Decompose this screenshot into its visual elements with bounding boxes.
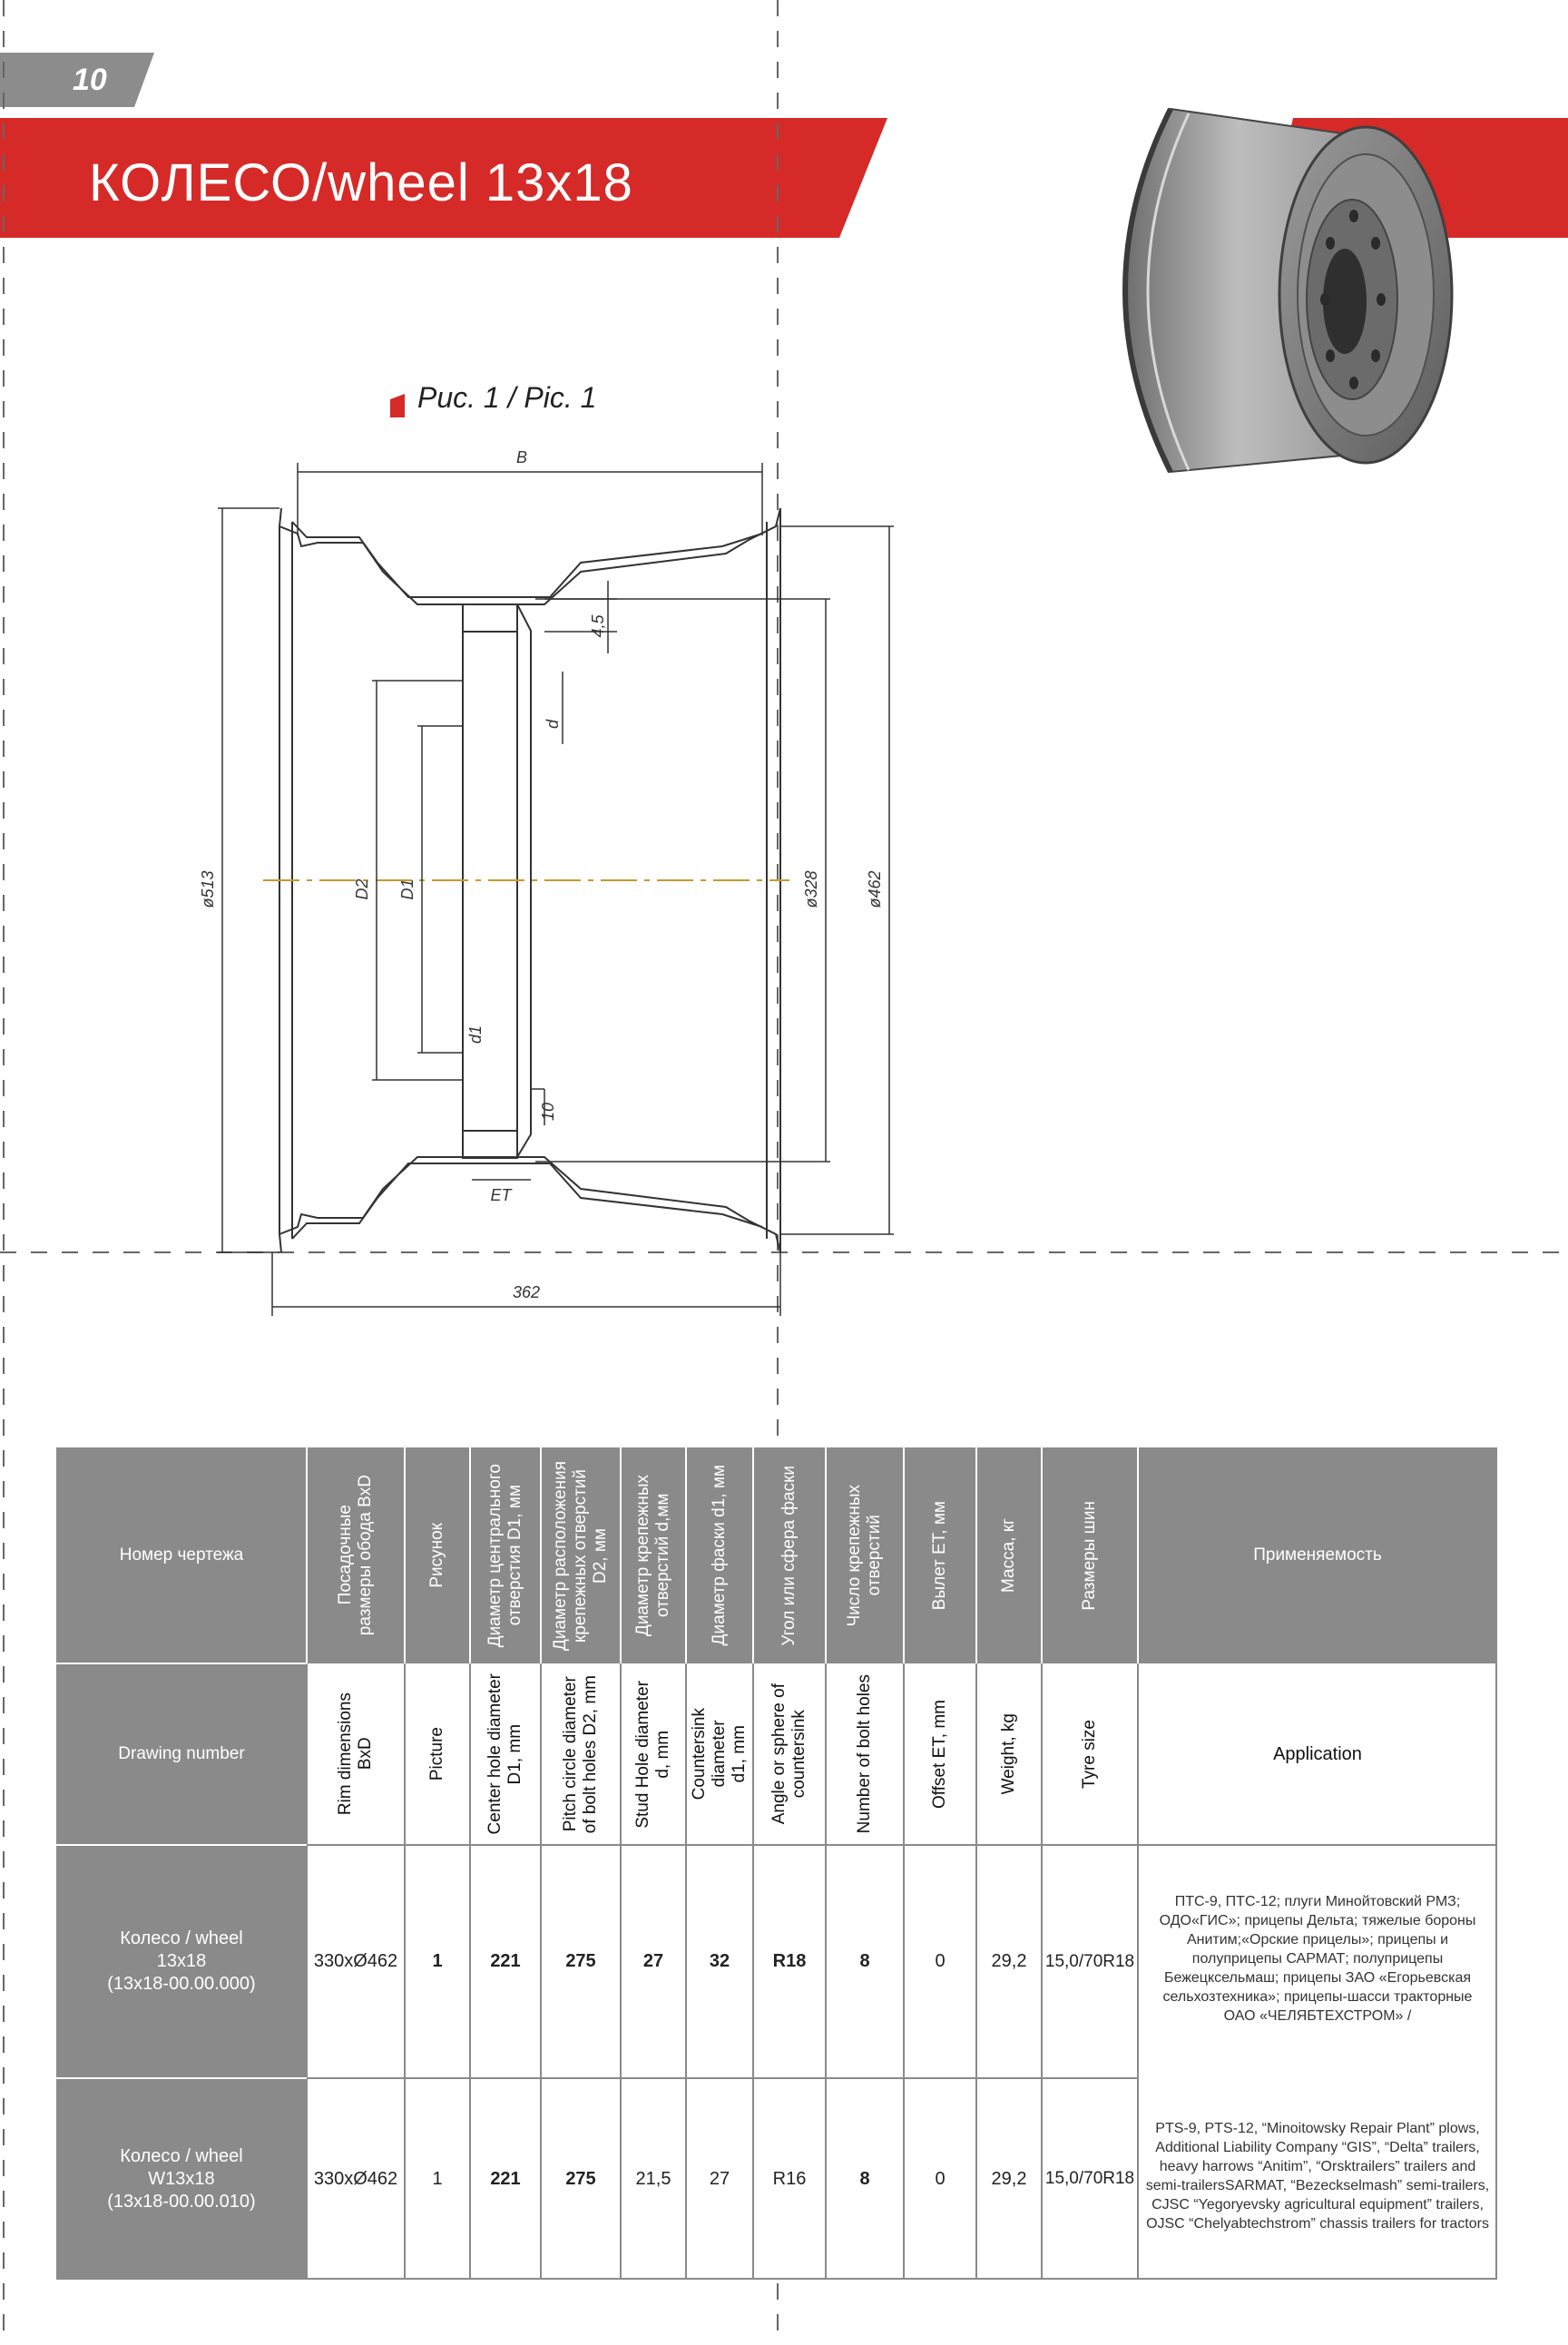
th-countersink-en: Countersink diameter d1, mm — [686, 1663, 753, 1845]
dim-10: 10 — [539, 1102, 557, 1122]
row2-picture: 1 — [432, 2168, 443, 2189]
dim-d: d — [544, 719, 562, 730]
row1-offset: 0 — [935, 1951, 946, 1971]
table-row-2-drawing: Колесо / wheel W13x18 (13x18-00.00.010) — [107, 2145, 256, 2212]
th-pitch-circle-ru: Диаметр расположения крепежных отверстий D2, мм — [551, 1460, 610, 1651]
application-en: PTS-9, PTS-12, “Minoitowsky Repair Plant” plows, Additional Liability Company “GIS”, “Delta” trailers, heavy harrows “Anitim”, “Orsktrailers” trailers and semi-trailersSARMAT, “Bezeckselmash” semi-trailers, CJSC “Yegoryevsky agricultural equipment” trailers, OJSC “Chelyabtechstrom” chassis trailers for tractors — [1145, 2120, 1490, 2232]
caption-marker-icon — [388, 392, 408, 419]
th-tyre-size-en: Tyre size — [1042, 1663, 1138, 1845]
th-bolt-holes-ru: Число крепежных отверстий — [845, 1484, 884, 1627]
row1-holes: 8 — [859, 1951, 870, 1971]
th-center-hole-en: Center hole diameter D1, mm — [470, 1663, 541, 1845]
dim-328: ø328 — [802, 870, 820, 908]
row1-angle: R18 — [772, 1951, 807, 1971]
spec-table — [56, 1447, 1497, 2280]
row2-rim: 330xØ462 — [313, 2168, 398, 2189]
row2-d2: 275 — [565, 2168, 596, 2189]
table-grid — [56, 1447, 1497, 2280]
th-angle-en: Angle or sphere of countersink — [753, 1663, 826, 1845]
th-application-en: Application — [1138, 1663, 1497, 1845]
row2-holes: 8 — [859, 2168, 870, 2189]
row2-countersink: 27 — [709, 2168, 730, 2189]
row1-tyre: 15,0/70R18 — [1044, 1951, 1135, 1971]
th-center-hole-ru: Диаметр центрального отверстия D1, мм — [485, 1463, 524, 1648]
figure-caption: Рис. 1 / Pic. 1 — [417, 381, 597, 414]
row2-d: 21,5 — [635, 2168, 671, 2189]
row1-d: 27 — [642, 1951, 664, 1971]
dim-513: ø513 — [199, 870, 217, 908]
dim-362: 362 — [512, 1283, 541, 1301]
application-ru: ПТС-9, ПТС-12; плуги Минойтовский РМЗ; ОДО«ГИС»; прицепы Дельта; тяжелые бороны Анитим;«Орские прицелы»; прицепы и полуприцепы САРМАТ; полуприцепы Бежецксельмаш; прицепы ЗАО «Егорьевская сельхозтехника»; прицепы-шасси тракторные ОАО «ЧЕЛЯБТЕХСТРОМ» / — [1159, 1893, 1476, 2024]
dim-462: ø462 — [866, 870, 884, 908]
row1-d2: 275 — [565, 1951, 596, 1971]
th-drawing-number-en: Drawing number — [118, 1744, 245, 1763]
wheel-image — [1062, 73, 1470, 499]
row1-rim: 330xØ462 — [313, 1951, 398, 1971]
th-angle-ru: Угол или сфера фаски — [779, 1465, 799, 1646]
th-rim-dimensions-en: Rim dimensions BxD — [307, 1663, 405, 1845]
row1-picture: 1 — [432, 1951, 443, 1971]
row1-weight: 29,2 — [991, 1951, 1027, 1971]
row2-angle: R16 — [772, 2168, 807, 2189]
th-offset-ru: Вылет ET, мм — [930, 1500, 949, 1611]
th-rim-dimensions-ru: Посадочные размеры обода BxD — [336, 1475, 375, 1636]
page-number: 10 — [73, 63, 107, 97]
row1-d1: 221 — [490, 1951, 521, 1971]
th-application-ru: Применяемость — [1253, 1545, 1382, 1565]
dim-et: ET — [490, 1186, 512, 1204]
row2-d1: 221 — [490, 2168, 521, 2189]
th-picture-en: Picture — [405, 1663, 470, 1845]
dim-d1: D1 — [398, 878, 416, 900]
th-countersink-ru: Диаметр фаски d1, мм — [710, 1465, 729, 1646]
row2-weight: 29,2 — [991, 2168, 1027, 2189]
dim-45: 4,5 — [589, 614, 607, 638]
th-weight-en: Weight, kg — [976, 1663, 1042, 1845]
dim-d1-small: d1 — [466, 1025, 485, 1045]
table-row-1-drawing: Колесо / wheel 13x18 (13x18-00.00.000) — [107, 1928, 256, 1994]
page-title: КОЛЕСО/wheel 13x18 — [89, 153, 633, 212]
th-offset-en: Offset ET, mm — [904, 1663, 976, 1845]
row2-tyre: 15,0/70R18 — [1044, 2169, 1135, 2188]
th-bolt-holes-en: Number of bolt holes — [826, 1663, 904, 1845]
dim-d2: D2 — [353, 878, 371, 900]
th-weight-ru: Масса, кг — [999, 1518, 1018, 1593]
th-pitch-circle-en: Pitch circle diameter of bolt holes D2, mm — [541, 1663, 621, 1845]
th-tyre-size-ru: Размеры шин — [1080, 1500, 1099, 1611]
technical-drawing — [181, 436, 926, 1325]
row2-offset: 0 — [935, 2168, 946, 2189]
th-stud-hole-en: Stud Hole diameter d, mm — [621, 1663, 686, 1845]
th-stud-hole-ru: Диаметр крепежных отверстий d,мм — [633, 1474, 672, 1637]
dim-b: B — [515, 448, 528, 466]
row1-countersink: 32 — [709, 1951, 730, 1971]
th-picture-ru: Рисунок — [427, 1523, 446, 1588]
th-drawing-number-ru: Номер чертежа — [119, 1545, 244, 1565]
